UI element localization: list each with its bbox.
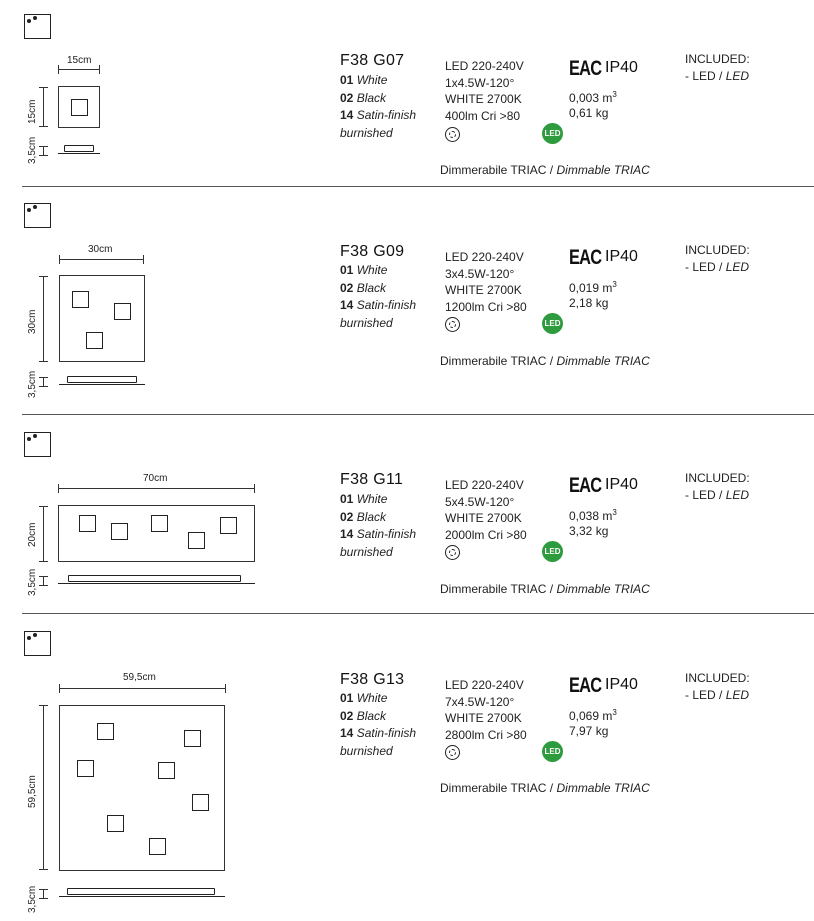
led-badge-icon: LED [542, 123, 563, 144]
dimmable-triac-note: Dimmerabile TRIAC / Dimmable TRIAC [440, 781, 650, 795]
height-dimension [43, 705, 44, 870]
width-label: 70cm [143, 473, 168, 484]
depth-dimension [43, 146, 44, 156]
width-dimension [59, 259, 144, 260]
ceiling-mount-icon [24, 432, 51, 457]
ceiling-mount-icon [24, 14, 51, 39]
light-window [188, 532, 205, 549]
luminaire-side-view [59, 376, 145, 385]
dimmable-triac-note: Dimmerabile TRIAC / Dimmable TRIAC [440, 163, 650, 177]
dimmable-icon [445, 745, 460, 760]
depth-dimension [43, 889, 44, 899]
width-label: 59,5cm [123, 672, 156, 683]
dimmable-icon [445, 127, 460, 142]
dimmable-icon [445, 317, 460, 332]
product-section-g13 [0, 615, 814, 921]
width-dimension [59, 688, 226, 689]
light-window [71, 99, 88, 116]
led-badge-icon: LED [542, 741, 563, 762]
depth-label: 3,5cm [27, 885, 38, 913]
product-code: F38 G09 [340, 243, 405, 260]
luminaire-front-view [59, 275, 145, 362]
product-section-g11 [0, 416, 814, 614]
luminaire-side-view [58, 145, 100, 154]
light-window [149, 838, 166, 855]
luminaire-side-view [58, 575, 255, 584]
light-window [97, 723, 114, 740]
width-dimension [58, 69, 100, 70]
included-info: INCLUDED: - LED / LED [685, 471, 750, 502]
packaging-info: 0,019 $m^3$ 2,18 kg [569, 280, 617, 310]
ip-rating: IP40 [605, 248, 638, 265]
ceiling-mount-icon [24, 203, 51, 228]
height-label: 59,5cm [27, 775, 38, 808]
product-code: F38 G07 [340, 52, 405, 69]
width-label: 15cm [67, 55, 92, 66]
height-dimension [43, 276, 44, 362]
packaging-info: 0,003 $m^3$ 0,61 kg [569, 90, 617, 120]
luminaire-front-view [58, 86, 100, 128]
depth-label: 3,5cm [27, 136, 38, 164]
eac-mark: EAC [569, 474, 602, 497]
light-window [220, 517, 237, 534]
width-label: 30cm [88, 244, 113, 255]
depth-dimension [43, 576, 44, 586]
luminaire-front-view [59, 705, 225, 871]
width-dimension [58, 488, 255, 489]
product-section-g07 [0, 0, 814, 187]
section-divider [22, 414, 814, 415]
light-window [158, 762, 175, 779]
included-info: INCLUDED: - LED / LED [685, 671, 750, 702]
light-window [72, 291, 89, 308]
packaging-info: 0,069 $m^3$ 7,97 kg [569, 708, 617, 738]
ip-rating: IP40 [605, 59, 638, 76]
ip-rating: IP40 [605, 676, 638, 693]
light-window [86, 332, 103, 349]
electrical-specs: LED 220-240V 7x4.5W-120° WHITE 2700K 2800lm Cri >80 [445, 678, 527, 742]
section-divider [22, 613, 814, 614]
light-window [151, 515, 168, 532]
led-badge-icon: LED [542, 313, 563, 334]
depth-label: 3,5cm [27, 568, 38, 596]
finish-variants: 01 White 02 Black 14 Satin-finish burnished [340, 263, 417, 330]
product-code: F38 G13 [340, 671, 405, 688]
included-info: INCLUDED: - LED / LED [685, 243, 750, 274]
light-window [114, 303, 131, 320]
finish-variants: 01 White 02 Black 14 Satin-finish burnished [340, 73, 417, 140]
light-window [107, 815, 124, 832]
led-badge-icon: LED [542, 541, 563, 562]
height-label: 20cm [27, 522, 38, 547]
luminaire-front-view [58, 505, 255, 562]
packaging-info: 0,038 $m^3$ 3,32 kg [569, 508, 617, 538]
height-dimension [43, 87, 44, 127]
ip-rating: IP40 [605, 476, 638, 493]
finish-variants: 01 White 02 Black 14 Satin-finish burnished [340, 492, 417, 559]
depth-dimension [43, 377, 44, 387]
product-code: F38 G11 [340, 471, 404, 488]
product-section-g09 [0, 188, 814, 414]
eac-mark: EAC [569, 57, 602, 80]
light-window [184, 730, 201, 747]
finish-variants: 01 White 02 Black 14 Satin-finish burnished [340, 691, 417, 758]
eac-mark: EAC [569, 674, 602, 697]
height-dimension [43, 506, 44, 562]
electrical-specs: LED 220-240V 1x4.5W-120° WHITE 2700K 400lm Cri >80 [445, 59, 524, 123]
height-label: 15cm [27, 99, 38, 124]
depth-label: 3,5cm [27, 370, 38, 398]
dimmable-triac-note: Dimmerabile TRIAC / Dimmable TRIAC [440, 354, 650, 368]
eac-mark: EAC [569, 246, 602, 269]
electrical-specs: LED 220-240V 5x4.5W-120° WHITE 2700K 2000lm Cri >80 [445, 478, 527, 542]
ceiling-mount-icon [24, 631, 51, 656]
dimmable-triac-note: Dimmerabile TRIAC / Dimmable TRIAC [440, 582, 650, 596]
dimmable-icon [445, 545, 460, 560]
light-window [79, 515, 96, 532]
light-window [77, 760, 94, 777]
light-window [192, 794, 209, 811]
luminaire-side-view [59, 888, 225, 897]
height-label: 30cm [27, 309, 38, 334]
electrical-specs: LED 220-240V 3x4.5W-120° WHITE 2700K 1200lm Cri >80 [445, 250, 527, 314]
section-divider [22, 186, 814, 187]
included-info: INCLUDED: - LED / LED [685, 52, 750, 83]
light-window [111, 523, 128, 540]
